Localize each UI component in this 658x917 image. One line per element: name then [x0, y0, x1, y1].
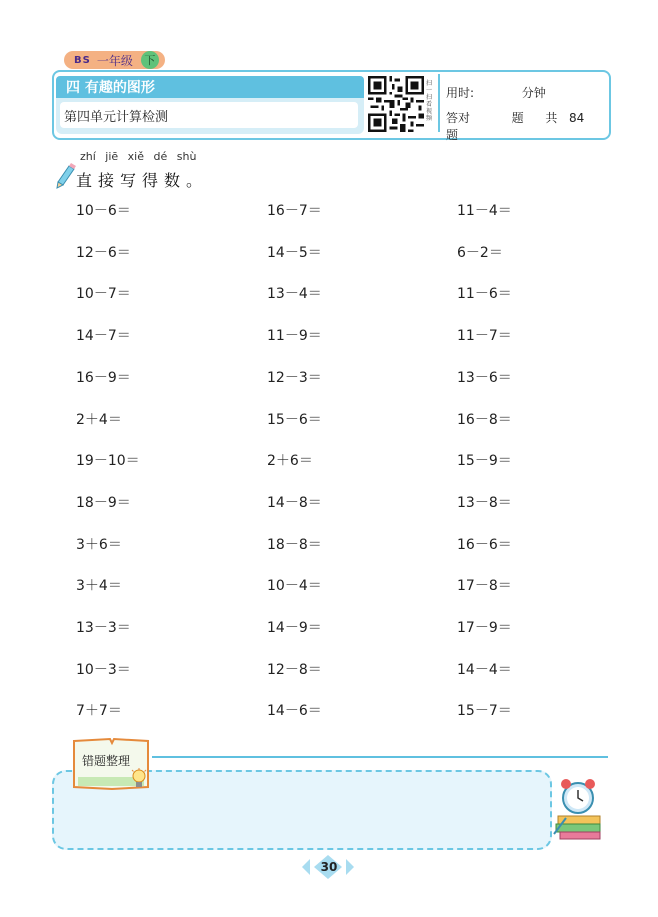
math-problem[interactable]: 13－6＝	[457, 369, 512, 386]
math-problem[interactable]: 6－2＝	[457, 244, 503, 261]
total-unit: 题	[446, 128, 459, 142]
math-problem[interactable]: 10－3＝	[76, 661, 131, 678]
alarm-clock-icon	[552, 772, 604, 842]
problem-row	[76, 325, 596, 351]
math-problem[interactable]: 2＋4＝	[76, 411, 122, 428]
problem-row	[76, 200, 596, 226]
grade-pill	[64, 51, 165, 69]
math-problem[interactable]: 14－4＝	[457, 661, 512, 678]
math-problem[interactable]: 17－8＝	[457, 578, 512, 595]
math-problem[interactable]: 19－10＝	[76, 453, 140, 470]
math-problem[interactable]: 14－5＝	[267, 244, 322, 261]
math-problem[interactable]: 15－9＝	[457, 453, 512, 470]
unit-title: 四 有趣的图形	[56, 76, 364, 98]
time-unit: 分钟	[521, 86, 546, 100]
math-problem[interactable]: 10－4＝	[267, 578, 322, 595]
math-problem[interactable]: 11－4＝	[457, 203, 512, 219]
lightbulb-icon	[130, 768, 148, 792]
problem-row	[76, 492, 596, 518]
problem-row	[76, 283, 596, 309]
math-problem[interactable]: 14－9＝	[267, 620, 322, 636]
math-problem[interactable]: 18－8＝	[267, 536, 322, 553]
math-problem[interactable]: 16－8＝	[457, 411, 512, 428]
problem-row	[76, 617, 596, 643]
math-problem[interactable]: 10－6＝	[76, 203, 131, 219]
correct-label: 答对	[446, 111, 471, 125]
math-problem[interactable]: 13－4＝	[267, 286, 322, 303]
total-count: 84	[569, 111, 585, 125]
math-problem[interactable]: 15－6＝	[267, 411, 322, 428]
term-badge: 下	[141, 51, 159, 69]
grade-tab	[64, 50, 165, 70]
pencil-icon	[54, 162, 76, 190]
math-problem[interactable]: 12－8＝	[267, 661, 322, 678]
math-problem[interactable]: 13－3＝	[76, 620, 131, 636]
section-title: 直接写得数。	[76, 171, 209, 190]
problem-row	[76, 575, 596, 601]
problem-row	[76, 534, 596, 560]
grade-label: 一年级	[96, 53, 133, 68]
math-problem[interactable]: 12－3＝	[267, 369, 322, 386]
title-pinyin: zhí jiē xiě dé shù	[80, 150, 197, 163]
math-problem[interactable]: 14－6＝	[267, 703, 322, 720]
time-row	[446, 84, 546, 101]
math-problem[interactable]: 15－7＝	[457, 703, 512, 720]
math-problem[interactable]: 18－9＝	[76, 494, 131, 511]
math-problem[interactable]: 7＋7＝	[76, 703, 122, 720]
test-title-box	[56, 98, 364, 134]
error-review-label: 错题整理	[82, 754, 131, 768]
math-problem[interactable]: 3＋4＝	[76, 578, 122, 595]
math-problem[interactable]: 16－9＝	[76, 369, 131, 386]
test-title: 第四单元计算检测	[60, 102, 358, 128]
question-unit: 题	[511, 111, 524, 125]
time-label: 用时:	[446, 86, 475, 100]
problem-row	[76, 367, 596, 393]
problem-row	[76, 242, 596, 268]
math-problem[interactable]: 10－7＝	[76, 286, 131, 303]
problem-row	[76, 409, 596, 435]
problem-row	[76, 450, 596, 476]
math-problem[interactable]: 11－6＝	[457, 286, 512, 303]
score-row	[446, 109, 607, 143]
problem-row	[76, 659, 596, 685]
math-problem[interactable]: 16－6＝	[457, 536, 512, 553]
qr-code-icon[interactable]	[368, 76, 424, 132]
problem-row	[76, 700, 596, 726]
math-problem[interactable]: 12－6＝	[76, 244, 131, 261]
math-problem[interactable]: 11－9＝	[267, 328, 322, 345]
total-label: 共	[545, 111, 558, 125]
math-problem[interactable]: 14－7＝	[76, 328, 131, 345]
math-problem[interactable]: 11－7＝	[457, 328, 512, 345]
math-problem[interactable]: 3＋6＝	[76, 536, 122, 553]
math-problem[interactable]: 2＋6＝	[267, 453, 313, 470]
series-label: BS	[74, 54, 91, 66]
math-problem[interactable]: 13－8＝	[457, 494, 512, 511]
qr-caption: 扫一扫 看视频	[426, 80, 433, 122]
math-problem[interactable]: 14－8＝	[267, 494, 322, 511]
info-box	[438, 74, 607, 142]
math-problem[interactable]: 17－9＝	[457, 620, 512, 636]
math-problem[interactable]: 16－7＝	[267, 203, 322, 219]
review-divider	[152, 756, 608, 758]
page-number: 30	[320, 860, 338, 874]
